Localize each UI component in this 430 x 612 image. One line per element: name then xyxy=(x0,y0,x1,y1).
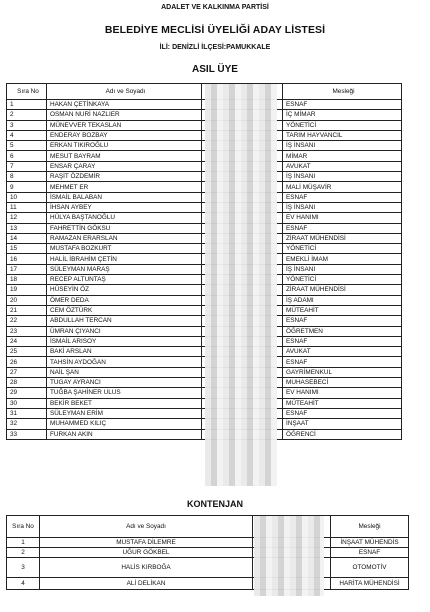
candidate-name: ENSAR ÇARAY xyxy=(47,161,202,171)
table-row xyxy=(7,244,402,254)
row-number: 2 xyxy=(7,548,40,558)
candidate-occupation: İŞ İNSANI xyxy=(283,264,402,274)
candidate-occupation: İNŞAAT xyxy=(283,419,402,429)
candidate-name: İSMAİL ARISOY xyxy=(47,336,202,346)
column-header-no: Sıra No xyxy=(7,516,40,538)
candidate-name: HÜSEYİN ÖZ xyxy=(47,285,202,295)
candidate-name: MÜNEVVER TEKASLAN xyxy=(47,120,202,130)
row-number: 31 xyxy=(7,408,47,418)
candidate-occupation: ESNAF xyxy=(283,316,402,326)
candidate-occupation: GAYRİMENKUL xyxy=(283,367,402,377)
candidate-name: HALİL İBRAHİM ÇETİN xyxy=(47,254,202,264)
row-number: 15 xyxy=(7,244,47,254)
candidate-occupation: İŞ İNSANI xyxy=(283,202,402,212)
table-row xyxy=(7,558,409,578)
candidate-name: FAHRETTİN GÖKSU xyxy=(47,223,202,233)
candidate-name: RECEP ALTUNTAŞ xyxy=(47,275,202,285)
candidate-occupation: AVUKAT xyxy=(283,347,402,357)
table-row xyxy=(7,398,402,408)
candidate-name: HAKAN ÇETİNKAYA xyxy=(47,100,202,110)
candidate-occupation: MALİ MÜŞAVİR xyxy=(283,182,402,192)
candidate-name: MUSTAFA BOZKURT xyxy=(47,244,202,254)
kontenjan-table xyxy=(6,515,409,590)
candidate-occupation: ESNAF xyxy=(283,408,402,418)
table-row xyxy=(7,233,402,243)
candidate-occupation: MÜTEAHİT xyxy=(283,398,402,408)
table-row xyxy=(7,172,402,182)
candidate-occupation: ESNAF xyxy=(283,100,402,110)
row-number: 20 xyxy=(7,295,47,305)
table-row xyxy=(7,367,402,377)
candidate-name: NAİL ŞAN xyxy=(47,367,202,377)
table-header-row xyxy=(7,84,402,100)
table-row xyxy=(7,192,402,202)
candidate-name: TUGAY AYRANCI xyxy=(47,378,202,388)
candidate-occupation: TARIM HAYVANCIL xyxy=(283,130,402,140)
row-number: 1 xyxy=(7,100,47,110)
candidate-name: SÜLEYMAN ERİM xyxy=(47,408,202,418)
candidate-occupation: ESNAF xyxy=(283,223,402,233)
table-row xyxy=(7,120,402,130)
row-number: 32 xyxy=(7,419,47,429)
asil-member-table xyxy=(6,83,402,440)
row-number: 4 xyxy=(7,130,47,140)
row-number: 24 xyxy=(7,336,47,346)
table-row xyxy=(7,151,402,161)
table-row xyxy=(7,378,402,388)
candidate-name: FURKAN AKIN xyxy=(47,429,202,439)
table-header-row xyxy=(7,516,409,538)
row-number: 23 xyxy=(7,326,47,336)
candidate-occupation: EMEKLİ İMAM xyxy=(283,254,402,264)
row-number: 3 xyxy=(7,558,40,578)
row-number: 10 xyxy=(7,192,47,202)
table-row xyxy=(7,161,402,171)
redacted-block xyxy=(205,84,277,486)
location-line: İLİ: DENİZLİ İLÇESİ:PAMUKKALE xyxy=(159,44,271,51)
row-number: 7 xyxy=(7,161,47,171)
row-number: 2 xyxy=(7,110,47,120)
table-row xyxy=(7,548,409,558)
table-row xyxy=(7,295,402,305)
row-number: 14 xyxy=(7,233,47,243)
candidate-occupation: YÖNETİCİ xyxy=(283,275,402,285)
candidate-occupation: MİMAR xyxy=(283,151,402,161)
candidate-name: MESUT BAYRAM xyxy=(47,151,202,161)
table-row xyxy=(7,254,402,264)
candidate-occupation: İŞ İNSANI xyxy=(283,141,402,151)
table-row xyxy=(7,429,402,439)
table-row xyxy=(7,182,402,192)
candidate-name: RAMAZAN ERARSLAN xyxy=(47,233,202,243)
table-row xyxy=(7,213,402,223)
column-header-name: Adı ve Soyadı xyxy=(40,516,253,538)
table-row xyxy=(7,316,402,326)
table-row xyxy=(7,538,409,548)
row-number: 8 xyxy=(7,172,47,182)
candidate-name: TUĞBA ŞAHİNER ULUS xyxy=(47,388,202,398)
candidate-occupation: ÖĞRENCİ xyxy=(283,429,402,439)
table-row xyxy=(7,578,409,590)
candidate-name: ÖMER DEDA xyxy=(47,295,202,305)
candidate-name: ABDULLAH TERCAN xyxy=(47,316,202,326)
table-row xyxy=(7,130,402,140)
row-number: 22 xyxy=(7,316,47,326)
row-number: 17 xyxy=(7,264,47,274)
candidate-occupation: MUHASEBECİ xyxy=(283,378,402,388)
table-row xyxy=(7,336,402,346)
candidate-occupation: İNŞAAT MÜHENDİS xyxy=(331,538,409,548)
table-row xyxy=(7,264,402,274)
candidate-occupation: OTOMOTİV xyxy=(331,558,409,578)
table-row xyxy=(7,419,402,429)
row-number: 4 xyxy=(7,578,40,590)
candidate-occupation: ESNAF xyxy=(331,548,409,558)
row-number: 25 xyxy=(7,347,47,357)
row-number: 28 xyxy=(7,378,47,388)
candidate-occupation: ÖĞRETMEN xyxy=(283,326,402,336)
row-number: 5 xyxy=(7,141,47,151)
candidate-name: CEM ÖZTÜRK xyxy=(47,305,202,315)
row-number: 3 xyxy=(7,120,47,130)
column-header-name: Adı ve Soyadı xyxy=(47,84,202,100)
table-row xyxy=(7,347,402,357)
row-number: 27 xyxy=(7,367,47,377)
column-header-job: Mesleği xyxy=(331,516,409,538)
column-header-job: Mesleği xyxy=(283,84,402,100)
party-name: ADALET VE KALKINMA PARTİSİ xyxy=(161,4,269,11)
table-row xyxy=(7,110,402,120)
candidate-name: HÜLYA BAŞTANOĞLU xyxy=(47,213,202,223)
table-row xyxy=(7,357,402,367)
row-number: 6 xyxy=(7,151,47,161)
candidate-occupation: ESNAF xyxy=(283,357,402,367)
table-row xyxy=(7,326,402,336)
table-row xyxy=(7,100,402,110)
candidate-name: SÜLEYMAN MARAŞ xyxy=(47,264,202,274)
table-row xyxy=(7,275,402,285)
candidate-name: MEHMET ER xyxy=(47,182,202,192)
row-number: 11 xyxy=(7,202,47,212)
candidate-occupation: YÖNETİCİ xyxy=(283,120,402,130)
table-row xyxy=(7,408,402,418)
row-number: 19 xyxy=(7,285,47,295)
candidate-name: MUSTAFA DİLEMRE xyxy=(40,538,253,548)
candidate-occupation: YÖNETİCİ xyxy=(283,244,402,254)
row-number: 13 xyxy=(7,223,47,233)
candidate-name: BAKİ ARSLAN xyxy=(47,347,202,357)
kontenjan-section-title: KONTENJAN xyxy=(186,499,243,509)
candidate-occupation: ESNAF xyxy=(283,192,402,202)
candidate-name: ENDERAY BOZBAY xyxy=(47,130,202,140)
table-row xyxy=(7,141,402,151)
candidate-name: ALİ DELİKAN xyxy=(40,578,253,590)
row-number: 12 xyxy=(7,213,47,223)
candidate-occupation: ZİRAAT MÜHENDİSİ xyxy=(283,285,402,295)
candidate-occupation: ZİRAAT MÜHENDİSİ xyxy=(283,233,402,243)
candidate-occupation: ESNAF xyxy=(283,336,402,346)
candidate-occupation: MÜTEAHİT xyxy=(283,305,402,315)
candidate-name: TAHSİN AYDOĞAN xyxy=(47,357,202,367)
asil-section-title: ASIL ÜYE xyxy=(192,64,238,75)
candidate-occupation: İÇ MİMAR xyxy=(283,110,402,120)
candidate-name: İHSAN AYBEY xyxy=(47,202,202,212)
candidate-name: HALİS KIRBOĞA xyxy=(40,558,253,578)
candidate-name: RAŞİT ÖZDEMİR xyxy=(47,172,202,182)
column-header-no: Sıra No xyxy=(7,84,47,100)
candidate-name: UĞUR GÖKBEL xyxy=(40,548,253,558)
table-row xyxy=(7,202,402,212)
table-row xyxy=(7,305,402,315)
row-number: 21 xyxy=(7,305,47,315)
candidate-name: ÜMRAN ÇIYANCI xyxy=(47,326,202,336)
row-number: 33 xyxy=(7,429,47,439)
candidate-name: ERKAN TIKIROĞLU xyxy=(47,141,202,151)
document-title: BELEDİYE MECLİSİ ÜYELİĞİ ADAY LİSTESİ xyxy=(104,24,326,36)
redacted-block xyxy=(254,516,324,596)
row-number: 9 xyxy=(7,182,47,192)
row-number: 30 xyxy=(7,398,47,408)
candidate-occupation: EV HANIMI xyxy=(283,213,402,223)
table-row xyxy=(7,388,402,398)
row-number: 16 xyxy=(7,254,47,264)
candidate-name: MUHAMMED KILIÇ xyxy=(47,419,202,429)
row-number: 26 xyxy=(7,357,47,367)
candidate-occupation: İŞ ADAMI xyxy=(283,295,402,305)
table-row xyxy=(7,223,402,233)
row-number: 29 xyxy=(7,388,47,398)
row-number: 18 xyxy=(7,275,47,285)
candidate-occupation: İŞ İNSANI xyxy=(283,172,402,182)
candidate-occupation: HARİTA MÜHENDİSİ xyxy=(331,578,409,590)
row-number: 1 xyxy=(7,538,40,548)
candidate-name: İSMAİL BALABAN xyxy=(47,192,202,202)
candidate-name: BEKİR BEKET xyxy=(47,398,202,408)
table-row xyxy=(7,285,402,295)
candidate-occupation: AVUKAT xyxy=(283,161,402,171)
candidate-name: OSMAN NURİ NAZLIER xyxy=(47,110,202,120)
candidate-occupation: EV HANIMI xyxy=(283,388,402,398)
